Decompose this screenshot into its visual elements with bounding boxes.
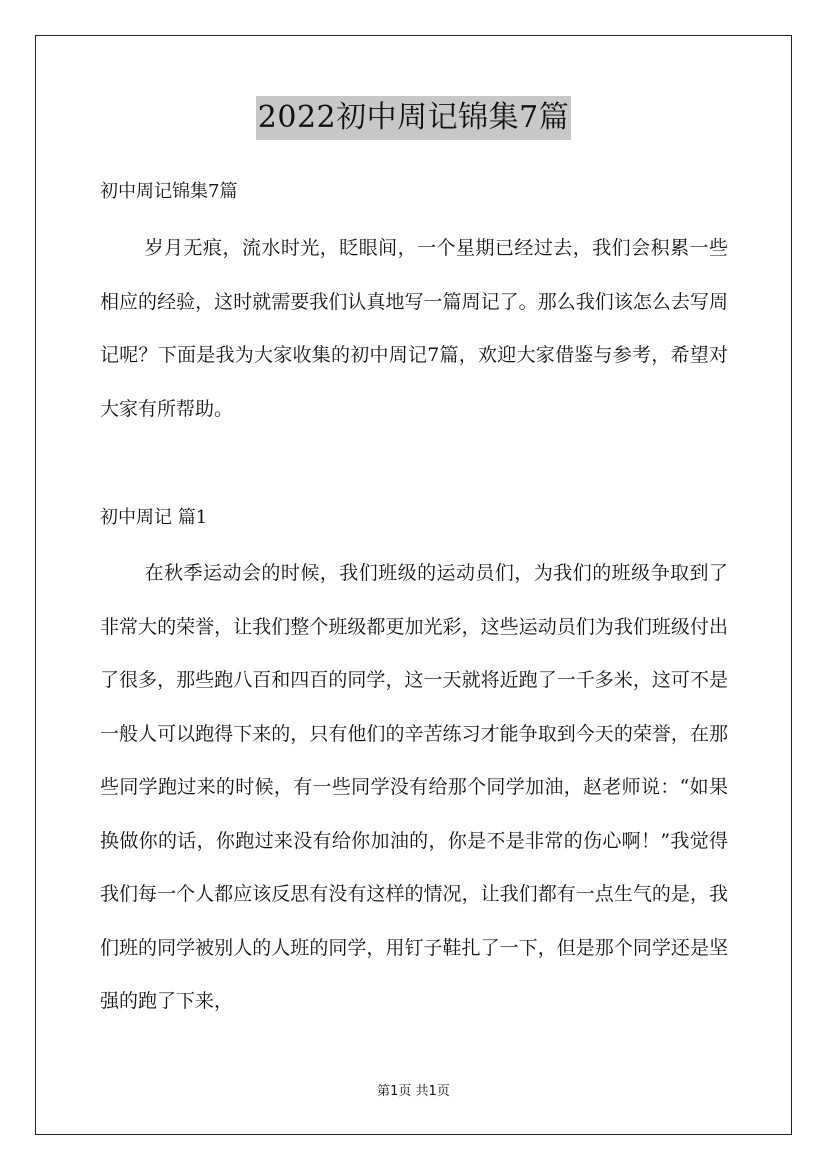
section-heading: 初中周记 篇1	[100, 507, 208, 528]
section-paragraph: 在秋季运动会的时候，我们班级的运动员们，为我们的班级争取到了非常大的荣誉，让我们整个班级都更加光彩，这些运动员们为我们班级付出了很多，那些跑八百和四百的同学，这一天就将近跑了一千多米，这可不是一般人可以跑得下来的，只有他们的辛苦练习才能争取到今天的荣誉，在那些同学跑过来的时候，有一些同学没有给那个同学加油，赵老师说：“如果换做你的话，你跑过来没有给你加油的，你是不是非常的伤心啊！”我觉得我们每一个人都应该反思有没有这样的情况，让我们都有一点生气的是，我们班的同学被别人的人班的同学，用钉子鞋扎了一下，但是那个同学还是坚强的跑了下来，	[100, 562, 728, 1012]
document-title	[0, 96, 827, 140]
document-title-text: 2022初中周记锦集7篇	[256, 96, 571, 140]
page-footer: 第1页 共1页	[377, 1084, 450, 1099]
document-subtitle: 初中周记锦集7篇	[100, 181, 238, 202]
intro-paragraph: 岁月无痕，流水时光，眨眼间，一个星期已经过去，我们会积累一些相应的经验，这时就需要我们认真地写一篇周记了。那么我们该怎么去写周记呢？下面是我为大家收集的初中周记7篇，欢迎大家借鉴与参考，希望对大家有所帮助。	[100, 237, 728, 420]
